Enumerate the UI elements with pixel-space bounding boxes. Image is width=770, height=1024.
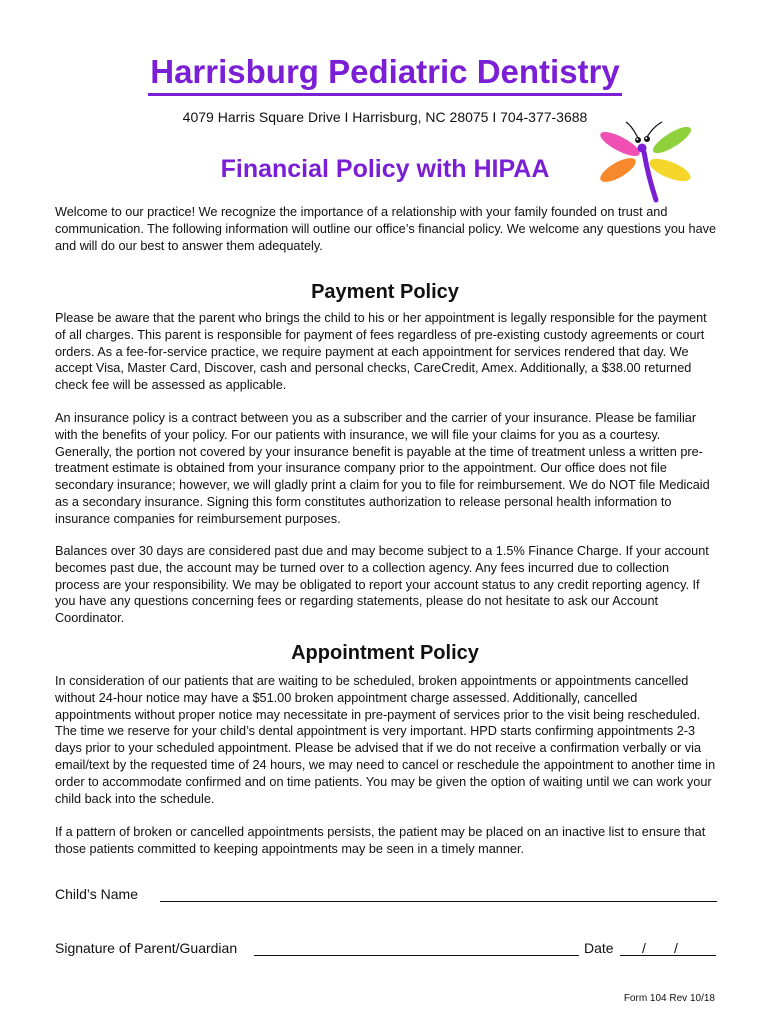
date-slash-2: / xyxy=(674,940,678,956)
payment-paragraph-2: An insurance policy is a contract between you as a subscriber and the carrier of your insurance. Please be familiar with the benefits of your policy. For our patients with insurance, we will file your claims for you as a courtesy. Generally, the portion not covered by your insurance benefit is payable at the time of treatment unless a written pre-treatment estimate is obtained from your insurance company prior to the appointment. Our office does not file secondary insurance; however, we will gladly print a claim for you to file for reimbursement. We do NOT file Medicaid as a secondary insurance. Signing this form constitutes authorization to release personal health information to insurance companies for reimbursement purposes. xyxy=(55,411,710,526)
date-slash-1: / xyxy=(642,940,646,956)
child-name-label: Child’s Name xyxy=(55,886,138,902)
signature-line[interactable] xyxy=(254,955,579,956)
intro-paragraph: Welcome to our practice! We recognize the importance of a relationship with your family founded on trust and communication. The following information will outline our office’s financial policy. We welcome any questions you have and will do our best to answer them adequately. xyxy=(55,205,717,253)
payment-paragraph-3: Balances over 30 days are considered past due and may become subject to a 1.5% Finance Charge. If your account becomes past due, the account may be turned over to a collection agency. Any fees incurred due to collection process are your responsibility. We may be obligated to report your account status to any credit reporting agency. If you have any questions concerning fees or regarding statements, please do not hesitate to ask our Account Coordinator. xyxy=(55,544,709,626)
document-title: Financial Policy with HIPAA xyxy=(220,155,550,183)
date-label: Date xyxy=(584,940,614,956)
payment-paragraph-1: Please be aware that the parent who brings the child to his or her appointment is legally responsible for the payment of all charges. This parent is responsible for payment of fees regardless of pre-existing custody agreements or court orders. As a fee-for-service practice, we require payment at each appointment for services rendered that day. We accept Visa, Master Card, Discover, cash and personal checks, CareCredit, Amex. Additionally, a $38.00 returned check fee will be assessed as applicable. xyxy=(55,311,707,393)
practice-name-header xyxy=(0,52,770,96)
payment-policy-heading: Payment Policy xyxy=(311,281,459,303)
practice-address: 4079 Harris Square Drive I Harrisburg, NC 28075 I 704-377-3688 xyxy=(182,109,588,125)
date-line[interactable] xyxy=(620,955,716,956)
appointment-paragraph-1: In consideration of our patients that are waiting to be scheduled, broken appointments or appointments cancelled without 24-hour notice may have a $51.00 broken appointment charge assessed. Additionally, cancelled appointments without proper notice may necessitate in pre-payment of services prior to the visit being rescheduled. The time we reserve for your child’s dental appointment is very important. HPD starts confirming appointments 2-3 days prior to your scheduled appointment. Please be advised that if we do not receive a confirmation verbally or via email/text by the requested time of 24 hours, we may need to cancel or reschedule the appointment to another time in order to accommodate confirmed and on time patients. You may be given the option of waiting until we can work your child back into the schedule. xyxy=(55,674,716,806)
child-name-line[interactable] xyxy=(160,901,717,902)
practice-name: Harrisburg Pediatric Dentistry xyxy=(148,52,621,96)
signature-label: Signature of Parent/Guardian xyxy=(55,940,238,956)
appointment-policy-heading: Appointment Policy xyxy=(291,642,479,664)
appointment-paragraph-2: If a pattern of broken or cancelled appointments persists, the patient may be placed on an inactive list to ensure that those patients committed to keeping appointments may be seen in a timely manner. xyxy=(55,825,706,856)
form-number: Form 104 Rev 10/18 xyxy=(623,993,715,1004)
